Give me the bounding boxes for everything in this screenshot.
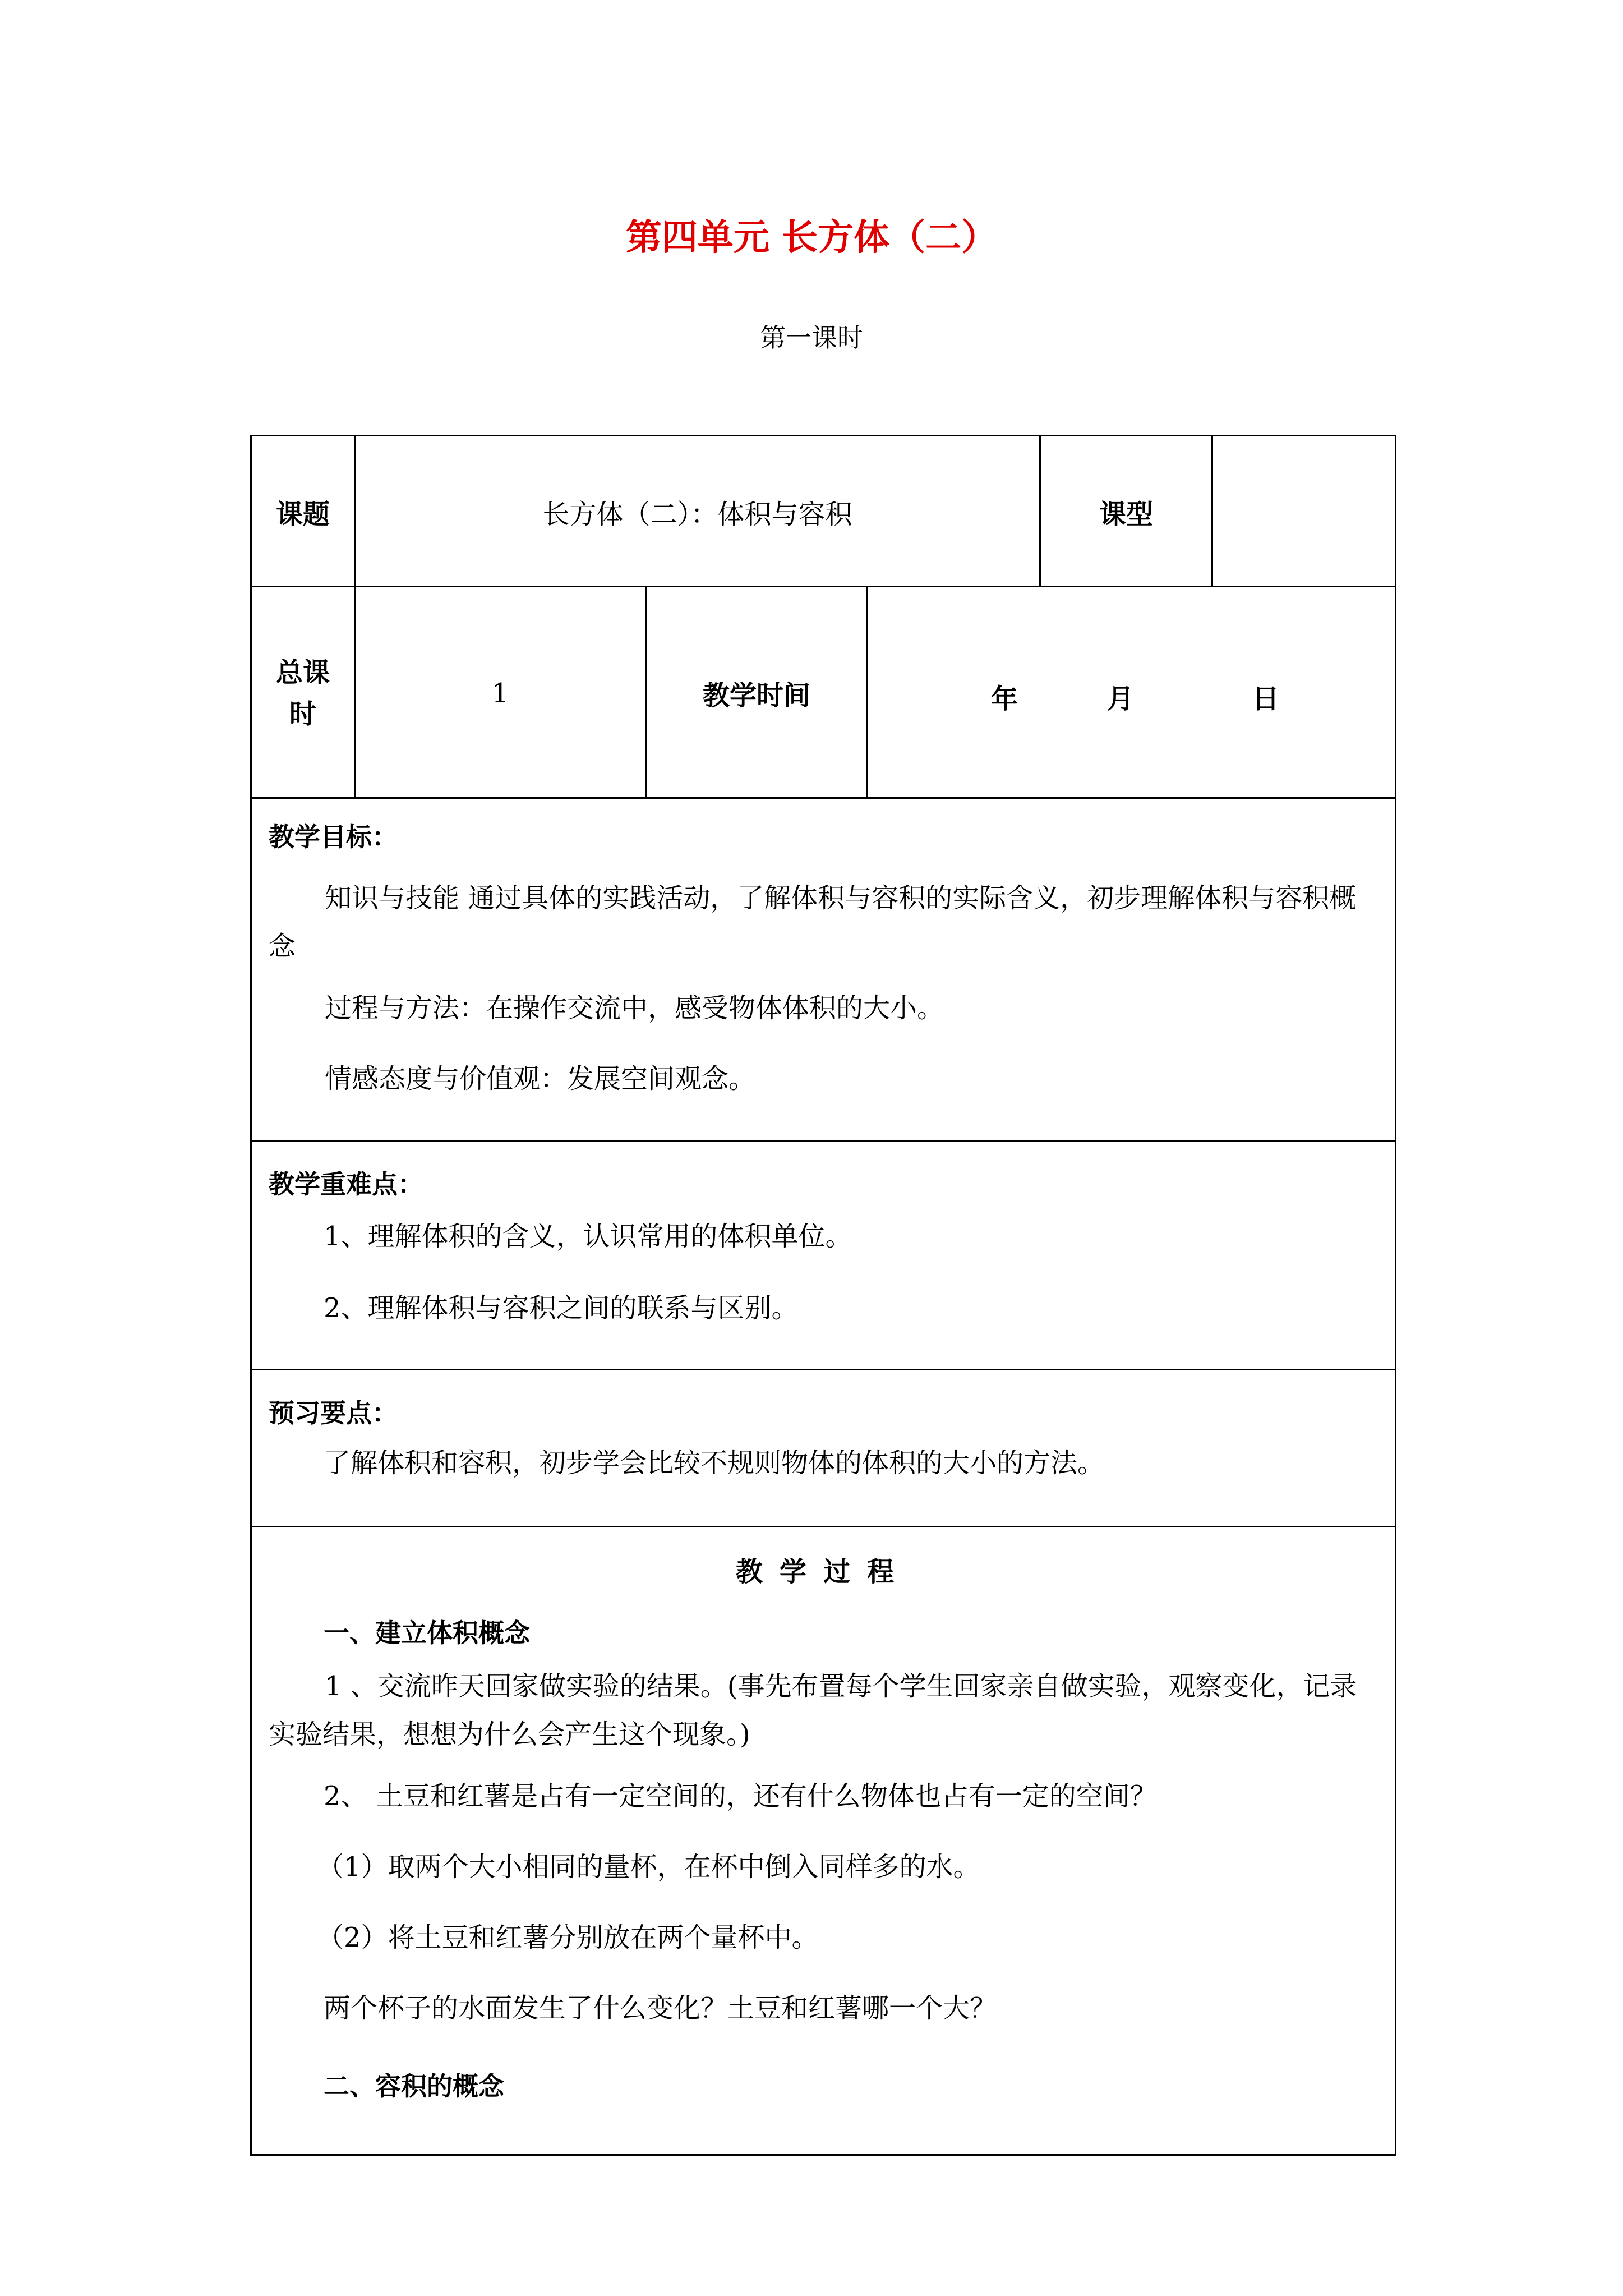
- process-heading: 教学过程: [735, 1556, 911, 1588]
- topic-label: 课题: [275, 499, 330, 530]
- key-point-item: 2、理解体积与容积之间的联系与区别。: [324, 1292, 799, 1324]
- section-heading: 二、容积的概念: [324, 2071, 504, 2101]
- total-hours-label-line2: 时: [289, 698, 316, 730]
- total-hours-label: [252, 587, 354, 799]
- topic-row: [252, 436, 1395, 587]
- page-subtitle: 第一课时: [760, 323, 863, 353]
- type-value: [1213, 436, 1395, 587]
- lesson-table: [250, 435, 1396, 2156]
- page-title: 第四单元 长方体（二）: [625, 217, 998, 259]
- preview-section: [252, 1370, 1395, 1527]
- process-paragraph: 两个杯子的水面发生了什么变化？土豆和红薯哪一个大？: [324, 1993, 997, 2024]
- objectives-section: [252, 799, 1395, 1142]
- process-paragraph: （2）将土豆和红薯分别放在两个量杯中。: [317, 1922, 819, 1953]
- objective-process: 过程与方法：在操作交流中，感受物体体积的大小。: [325, 992, 944, 1024]
- type-label: 课型: [1099, 499, 1153, 530]
- preview-text: 了解体积和容积，初步学会比较不规则物体的体积的大小的方法。: [324, 1447, 1105, 1479]
- year-label: 年: [991, 683, 1018, 715]
- process-paragraph: 1 、交流昨天回家做实验的结果。(事先布置每个学生回家亲自做实验，观察变化，记录实验结果，想想为什么会产生这个现象。): [269, 1671, 1357, 1750]
- preview-heading: 预习要点：: [269, 1398, 398, 1428]
- divider: [866, 587, 868, 799]
- total-hours-label-line1: 总课: [275, 656, 330, 688]
- process-paragraph: 2、 土豆和红薯是占有一定空间的，还有什么物体也占有一定的空间？: [324, 1780, 1157, 1812]
- day-label: 日: [1252, 683, 1280, 715]
- section-heading: 一、建立体积概念: [324, 1618, 530, 1648]
- key-points-heading: 教学重难点：: [269, 1169, 423, 1199]
- objectives-heading: 教学目标：: [269, 822, 398, 852]
- teaching-time-label: 教学时间: [702, 680, 810, 711]
- objective-emotion: 情感态度与价值观：发展空间观念。: [325, 1063, 756, 1094]
- hours-row: [252, 587, 1395, 799]
- objective-knowledge: 知识与技能 通过具体的实践活动，了解体积与容积的实际含义，初步理解体积与容积概念: [269, 882, 1357, 962]
- topic-value: 长方体（二）：体积与容积: [542, 499, 852, 530]
- key-point-item: 1、理解体积的含义，认识常用的体积单位。: [324, 1221, 852, 1252]
- month-label: 月: [1107, 683, 1135, 715]
- total-hours-value: 1: [491, 677, 509, 709]
- key-points-section: [252, 1142, 1395, 1370]
- process-paragraph: （1）取两个大小相同的量杯，在杯中倒入同样多的水。: [317, 1851, 980, 1883]
- process-section: [252, 1527, 1395, 2156]
